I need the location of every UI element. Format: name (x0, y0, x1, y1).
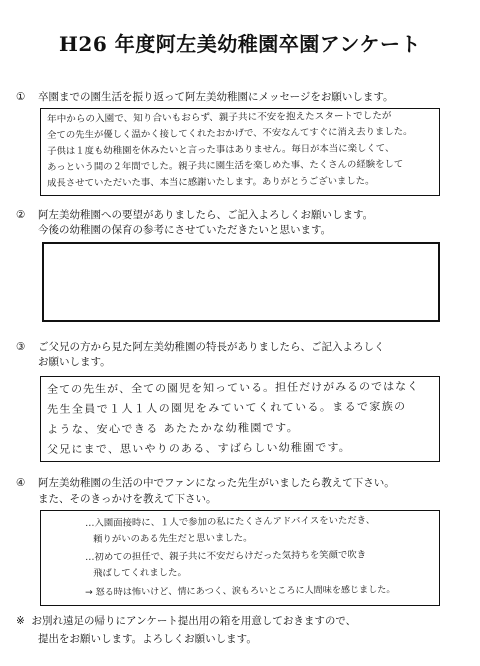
question-2-text: 阿左美幼稚園への要望がありましたら、ご記入よろしくお願いします。 (38, 209, 374, 221)
answer-3-line-3: ような、安心できる あたたかな幼稚園です。 (47, 421, 300, 436)
answer-1-line-3: 子供は１度も幼稚園を休みたいと言った事はありません。毎日が本当に楽しくて、 (47, 142, 395, 157)
question-1 (16, 90, 394, 105)
question-3-text: ご父兄の方から見た阿左美幼稚園の特長がありましたら、ご記入よろしく (38, 341, 385, 353)
answer-1-line-2: 全ての先生が優しく温かく接してくれたおかげで、不安なんてすぐに消え去りました。 (47, 126, 413, 141)
question-4-text: 阿左美幼稚園の生活の中でファンになった先生がいましたら教えて下さい。 (38, 477, 395, 489)
answer-3-line-4: 父兄にまで、思いやりのある、すばらしい幼稚園です。 (47, 440, 352, 456)
footer-mark: ※ (16, 615, 25, 627)
footer-note-line-2: 提出をお願いします。よろしくお願いします。 (38, 633, 257, 645)
question-4-subtext: また、そのきっかけを教えて下さい。 (38, 493, 217, 505)
question-2-number: ② (16, 209, 26, 221)
answer-3-line-1: 全ての先生が、全ての園児を知っている。担任だけがみるのではなく (47, 379, 420, 396)
answer-4-line-4: 飛ばしてくれました。 (93, 567, 187, 579)
footer-text-1: お別れ遠足の帰りにアンケート提出用の箱を用意しておきますので、 (31, 615, 357, 627)
answer-box-2[interactable] (42, 242, 440, 322)
question-1-text: 卒園までの園生活を振り返って阿左美幼稚園にメッセージをお願いします。 (38, 91, 394, 103)
answer-1-line-4: あっという間の２年間でした。親子共に園生活を楽しめた事、たくさんの経験をして (47, 158, 404, 173)
question-3-number: ③ (16, 341, 26, 353)
footer-note-line-1 (16, 614, 356, 629)
answer-box-1[interactable] (40, 108, 440, 196)
answer-4-line-1: …入園面接時に、１人で参加の私にたくさんアドバイスをいただき、 (85, 514, 376, 529)
question-3-subtext: お願いします。 (38, 356, 111, 368)
answer-4-line-5: → 怒る時は怖いけど、情にあつく、涙もろいところに人間味を感じました。 (85, 585, 396, 598)
answer-4-line-3: …初めての担任で、親子共に不安だらけだった気持ちを笑顔で吹き (85, 549, 367, 563)
answer-1-line-5: 成長させていただいた事、本当に感謝いたします。ありがとうございました。 (47, 175, 375, 189)
question-2-subtext: 今後の幼稚園の保育の参考にさせていただきたいと思います。 (38, 224, 332, 236)
question-3 (16, 340, 385, 355)
survey-title: H26 年度阿左美幼稚園卒園アンケート (59, 32, 421, 56)
question-2 (16, 208, 373, 223)
question-4-number: ④ (16, 477, 26, 489)
answer-4-line-2: 頼りがいのある先生だと思いました。 (93, 532, 253, 545)
answer-box-3[interactable] (40, 376, 440, 462)
answer-1-line-1: 年中からの入園で、知り合いもおらず、親子共に不安を抱えたスタートでしたが (47, 110, 392, 125)
question-1-number: ① (16, 91, 26, 103)
answer-box-4[interactable] (40, 510, 440, 606)
question-4 (16, 476, 395, 491)
answer-3-line-2: 先生全員で１人１人の園児をみていてくれている。まるで家族の (47, 399, 407, 416)
